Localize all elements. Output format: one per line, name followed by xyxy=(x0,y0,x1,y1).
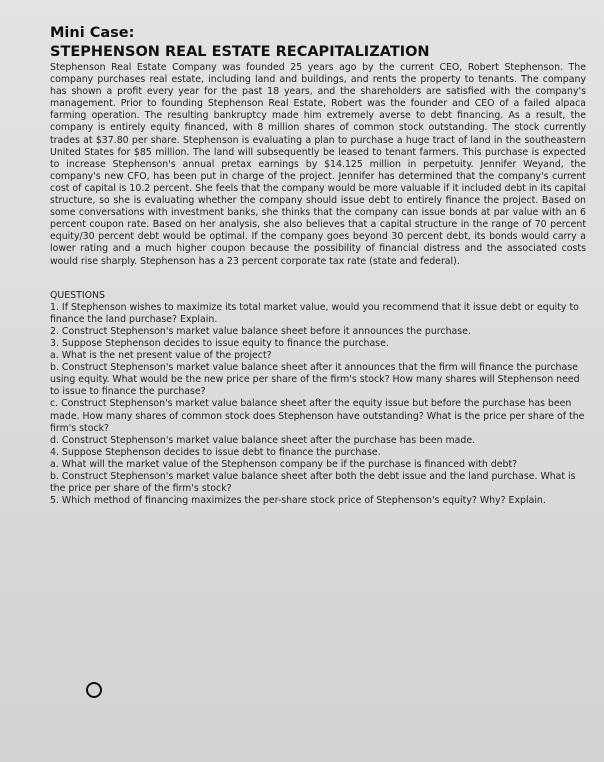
question-2: 2. Construct Stephenson's market value balance sheet before it announces the purchase. xyxy=(50,325,471,337)
questions-label: QUESTIONS xyxy=(50,289,105,301)
question-5: 5. Which method of financing maximizes the per-share stock price of Stephenson's equity? Why? Explain. xyxy=(50,495,546,507)
question-3d: d. Construct Stephenson's market value balance sheet after the purchase has been made. xyxy=(50,434,476,446)
mini-case-content xyxy=(50,24,586,507)
questions-section xyxy=(50,290,586,508)
question-1: 1. If Stephenson wishes to maximize its total market value, would you recommend that it issue debt or equity to finance the land purchase? Explain. xyxy=(50,301,579,325)
question-3: 3. Suppose Stephenson decides to issue equity to finance the purchase. xyxy=(50,337,389,349)
question-4b: b. Construct Stephenson's market value balance sheet after both the debt issue and the land purchase. What is the price per share of the firm's stock? xyxy=(50,471,576,495)
case-paragraph: Stephenson Real Estate Company was founded 25 years ago by the current CEO, Robert Stephenson. The company purchases real estate, including land and buildings, and rents the property to tenants. The company has shown a profit every year for the past 18 years, and the shareholders are satisfied with the company's management. Prior to founding Stephenson Real Estate, Robert was the founder and CEO of a failed alpaca farming operation. The resulting bankruptcy made him extremely averse to debt financing. As a result, the company is entirely equity financed, with 8 million shares of common stock outstanding. The stock currently trades at $37.80 per share. Stephenson is evaluating a plan to purchase a huge tract of land in the southeastern United States for $85 million. The land will subsequently be leased to tenant farmers. This purchase is expected to increase Stephenson's annual pretax earnings by $14.125 million in perpetuity. Jennifer Weyand, the company's new CFO, has been put in charge of the project. Jennifer has determined that the company's current cost of capital is 10.2 percent. She feels that the company would be more valuable if it included debt in its capital structure, so she is evaluating whether the company should issue debt to entirely finance the project. Based on some conversations with investment banks, she thinks that the company can issue bonds at par value with an 6 percent coupon rate. Based on her analysis, she also believes that a capital structure in the range of 70 percent equity/30 percent debt would be optimal. If the company goes beyond 30 percent debt, its bonds would carry a lower rating and a much higher coupon because the possibility of financial distress and the associated costs would rise sharply. Stephenson has a 23 percent corporate tax rate (state and federal). xyxy=(50,62,586,267)
title: Mini Case: xyxy=(50,25,135,41)
question-4: 4. Suppose Stephenson decides to issue debt to finance the purchase. xyxy=(50,446,381,458)
question-3a: a. What is the net present value of the project? xyxy=(50,350,272,362)
subtitle: STEPHENSON REAL ESTATE RECAPITALIZATION xyxy=(50,44,430,60)
circle-icon[interactable] xyxy=(86,682,102,698)
question-3b: b. Construct Stephenson's market value balance sheet after it announces that the firm will finance the purchase using equity. What would be the new price per share of the firm's stock? How many shares will Stephenson need to issue to finance the purchase? xyxy=(50,362,580,398)
question-3c: c. Construct Stephenson's market value balance sheet after the equity issue but before the purchase has been made. How many shares of common stock does Stephenson have outstanding? What is the price per share of the firm's stock? xyxy=(50,398,585,434)
question-4a: a. What will the market value of the Stephenson company be if the purchase is financed with debt? xyxy=(50,458,518,470)
